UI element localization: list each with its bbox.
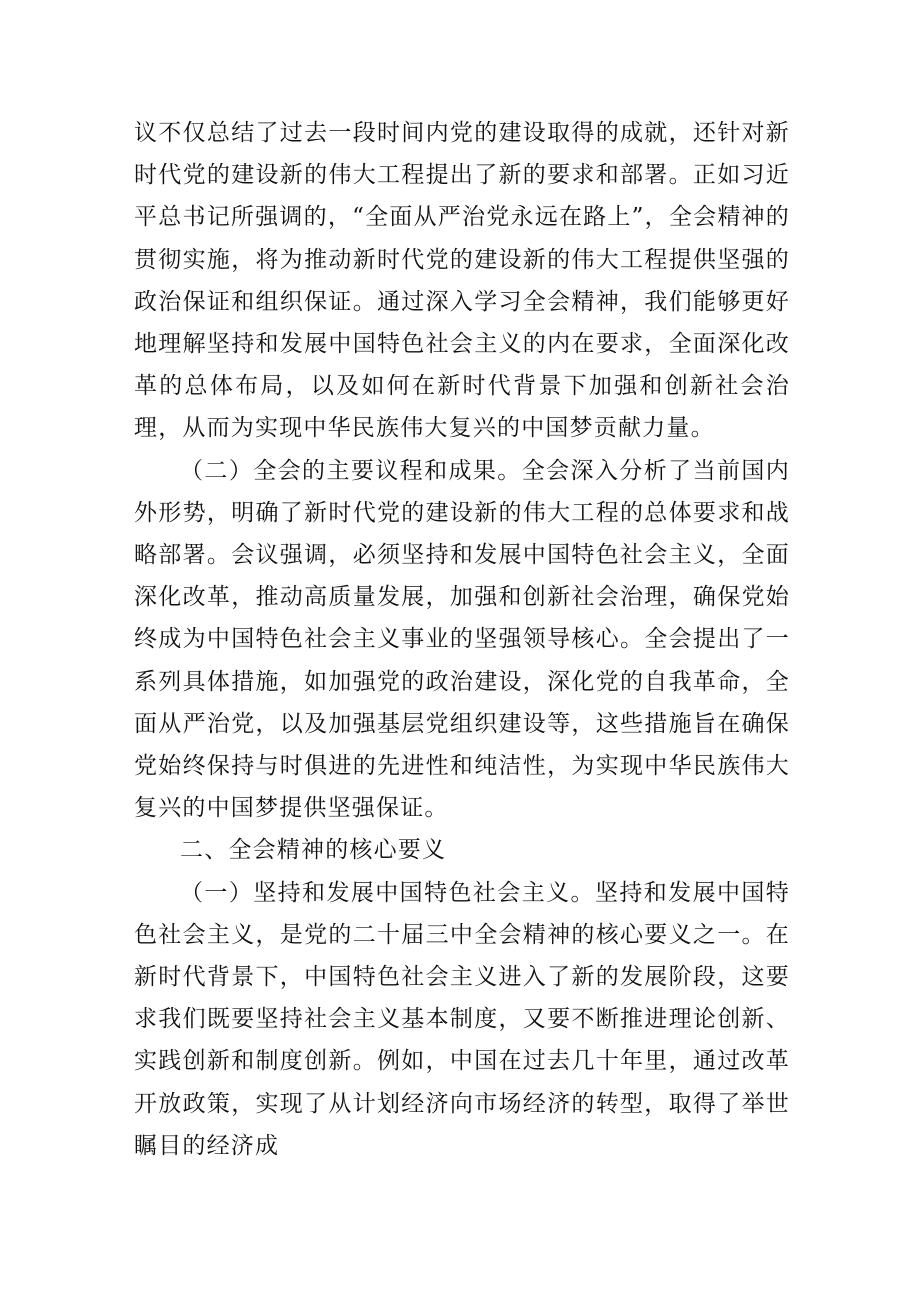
paragraph-socialism-with-chinese-characteristics: （一）坚持和发展中国特色社会主义。坚持和发展中国特色社会主义，是党的二十届三中全会精神的核心要义之一。在新时代背景下，中国特色社会主义进入了新的发展阶段，这要求我们既要坚持社会主义基本制度，又要不断推进理论创新、实践创新和制度创新。例如，中国在过去几十年里，通过改革开放政策，实现了从计划经济向市场经济的转型，取得了举世瞩目的经济成 [134,879,790,1159]
document-body [134,112,790,1167]
paragraph-continuation: 议不仅总结了过去一段时间内党的建设取得的成就，还针对新时代党的建设新的伟大工程提出了新的要求和部署。正如习近平总书记所强调的，“全面从严治党永远在路上”，全会精神的贯彻实施，将为推动新时代党的建设新的伟大工程提供坚强的政治保证和组织保证。通过深入学习全会精神，我们能够更好地理解坚持和发展中国特色社会主义的内在要求，全面深化改革的总体布局，以及如何在新时代背景下加强和创新社会治理，从而为实现中华民族伟大复兴的中国梦贡献力量。 [134,120,790,442]
section-heading-core-essence: 二、全会精神的核心要义 [180,837,447,864]
paragraph-agenda-and-results: （二）全会的主要议程和成果。全会深入分析了当前国内外形势，明确了新时代党的建设新的伟大工程的总体要求和战略部署。会议强调，必须坚持和发展中国特色社会主义，全面深化改革，推动高质量发展，加强和创新社会治理，确保党始终成为中国特色社会主义事业的坚强领导核心。全会提出了一系列具体措施，如加强党的政治建设，深化党的自我革命，全面从严治党，以及加强基层党组织建设等，这些措施旨在确保党始终保持与时俱进的先进性和纯洁性，为实现中华民族伟大复兴的中国梦提供坚强保证。 [134,457,790,822]
